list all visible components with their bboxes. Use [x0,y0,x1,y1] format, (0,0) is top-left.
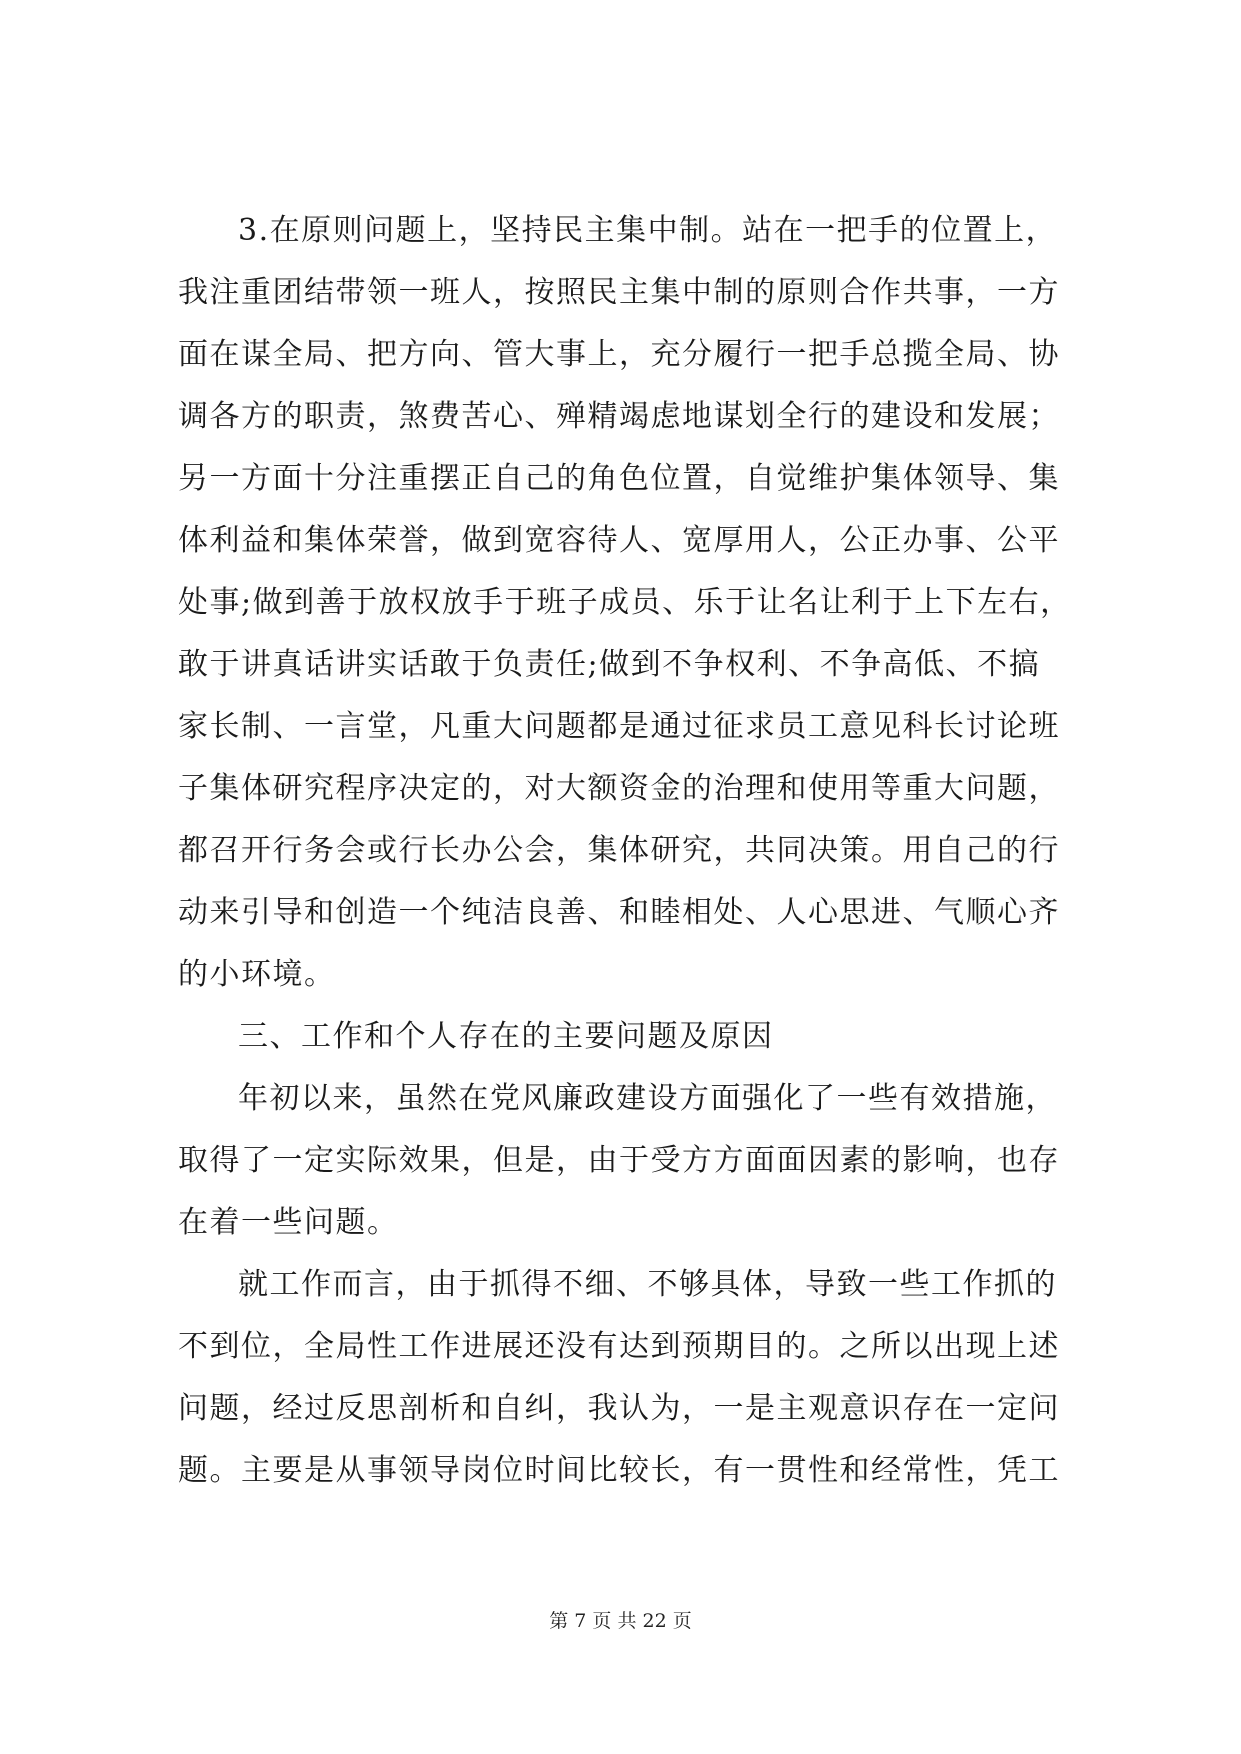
paragraph-line: 家长制、一言堂，凡重大问题都是通过征求员工意见科长讨论班 [178,709,1060,744]
paragraph-line: 在着一些问题。 [178,1205,399,1240]
paragraph-line: 我注重团结带领一班人，按照民主集中制的原则合作共事，一方 [178,275,1060,310]
paragraph-line: 体利益和集体荣誉，做到宽容待人、宽厚用人，公正办事、公平 [178,523,1060,558]
paragraph-line: 调各方的职责，煞费苦心、殚精竭虑地谋划全行的建设和发展； [178,399,1060,434]
paragraph-line: 年初以来，虽然在党风廉政建设方面强化了一些有效措施， [238,1081,1057,1116]
paragraph-line: 取得了一定实际效果，但是，由于受方方面面因素的影响，也存 [178,1143,1060,1178]
paragraph-line: 不到位，全局性工作进展还没有达到预期目的。之所以出现上述 [178,1329,1060,1364]
paragraph-line: 的小环境。 [178,957,336,992]
paragraph-line: 动来引导和创造一个纯洁良善、和睦相处、人心思进、气顺心齐 [178,895,1060,930]
page-number-footer: 第 7 页 共 22 页 [549,1610,692,1632]
paragraph-line: 3.在原则问题上，坚持民主集中制。站在一把手的位置上， [238,213,1058,248]
document-body [178,200,1078,1502]
paragraph-line: 问题，经过反思剖析和自纠，我认为，一是主观意识存在一定问 [178,1391,1060,1426]
paragraph-line: 敢于讲真话讲实话敢于负责任;做到不争权利、不争高低、不搞 [178,647,1041,682]
paragraph-line: 都召开行务会或行长办公会，集体研究，共同决策。用自己的行 [178,833,1060,868]
paragraph-line: 题。主要是从事领导岗位时间比较长，有一贯性和经常性，凭工 [178,1453,1060,1488]
paragraph-line: 面在谋全局、把方向、管大事上，充分履行一把手总揽全局、协 [178,337,1060,372]
section-heading: 三、工作和个人存在的主要问题及原因 [238,1019,774,1054]
paragraph-line: 处事;做到善于放权放手于班子成员、乐于让名让利于上下左右， [178,585,1072,620]
paragraph-line: 就工作而言，由于抓得不细、不够具体，导致一些工作抓的 [238,1267,1057,1302]
paragraph-line: 另一方面十分注重摆正自己的角色位置，自觉维护集体领导、集 [178,461,1060,496]
paragraph-line: 子集体研究程序决定的，对大额资金的治理和使用等重大问题， [178,771,1060,806]
